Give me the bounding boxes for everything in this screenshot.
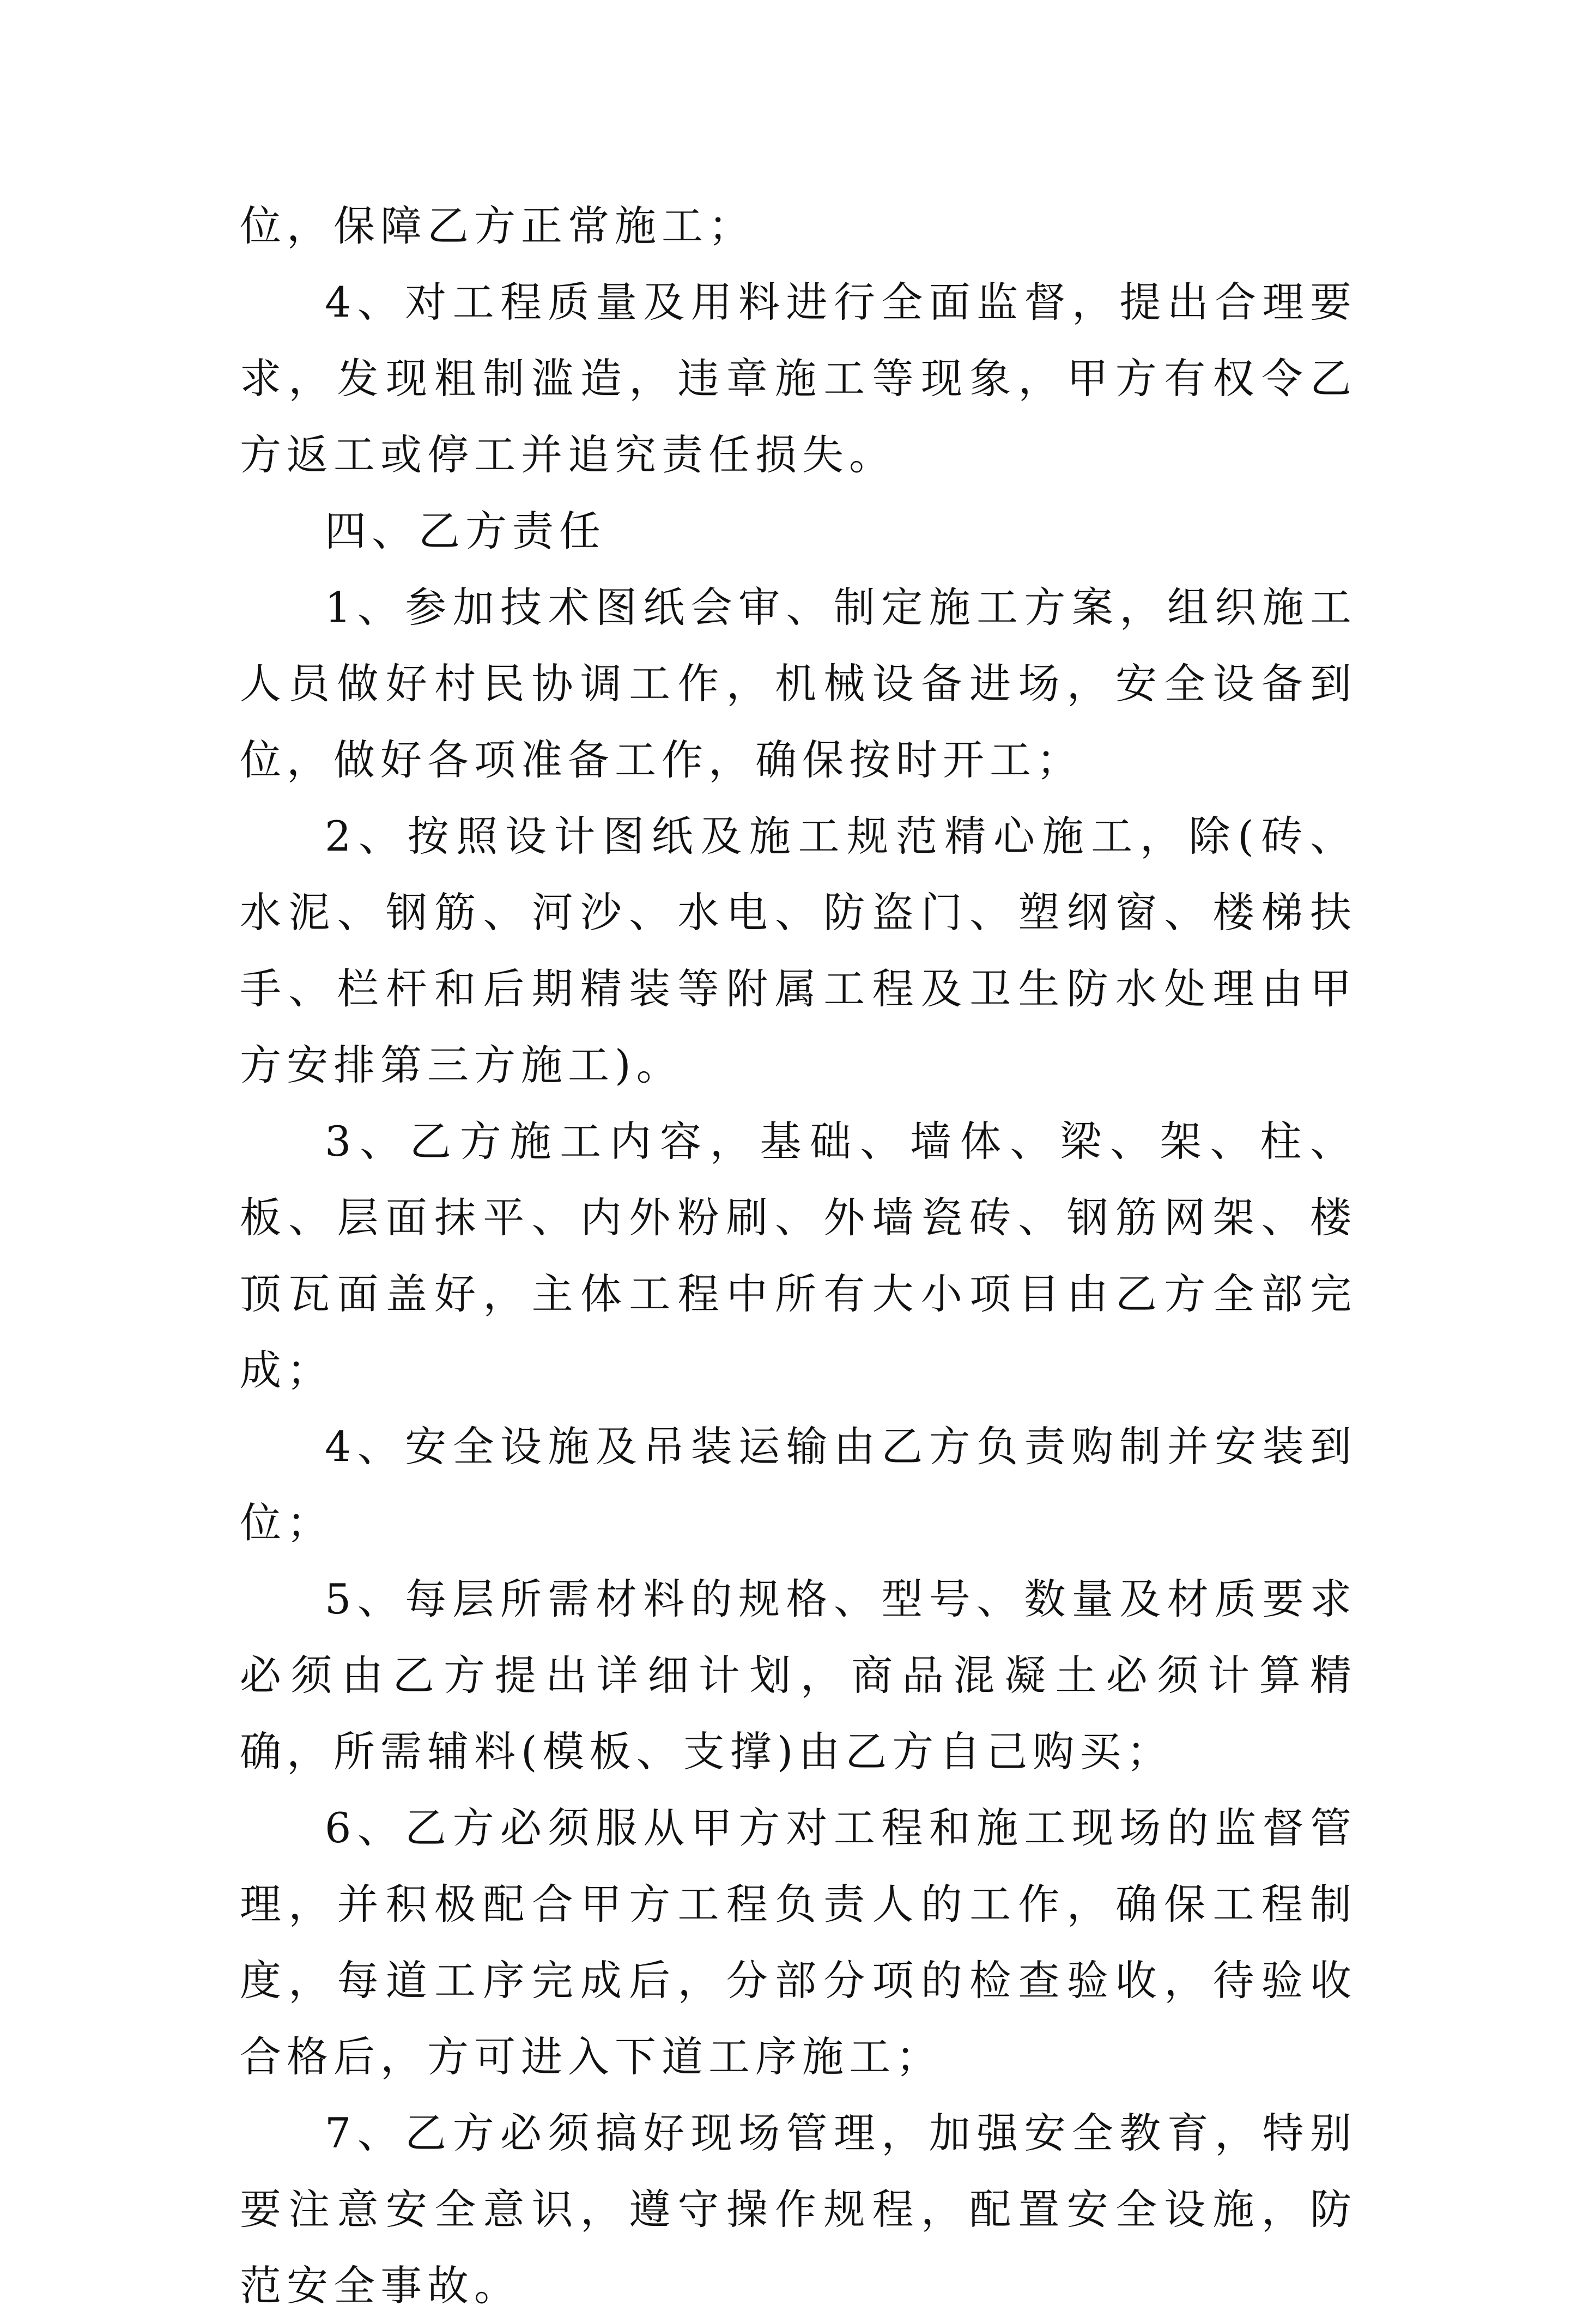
paragraph-continuation: 位，保障乙方正常施工；	[240, 202, 755, 250]
document-body	[240, 188, 1357, 2324]
paragraph-item-6: 6、乙方必须服从甲方对工程和施工现场的监督管理，并积极配合甲方工程负责人的工作，确保工程制度，每道工序完成后，分部分项的检查验收，待验收合格后，方可进入下道工序施工；	[240, 1804, 1357, 2081]
paragraph-item-4: 4、安全设施及吊装运输由乙方负责购制并安装到位；	[240, 1422, 1357, 1547]
section-heading-party-b-responsibility: 四、乙方责任	[325, 507, 606, 555]
paragraph-item-4-supervision: 4、对工程质量及用料进行全面监督，提出合理要求，发现粗制滥造，违章施工等现象，甲方有权令乙方返工或停工并追究责任损失。	[240, 278, 1357, 479]
paragraph-item-7: 7、乙方必须搞好现场管理，加强安全教育，特别要注意安全意识，遵守操作规程，配置安全设施，防范安全事故。	[240, 2109, 1357, 2310]
paragraph-item-2: 2、按照设计图纸及施工规范精心施工，除(砖、水泥、钢筋、河沙、水电、防盗门、塑纲窗、楼梯扶手、栏杆和后期精装等附属工程及卫生防水处理由甲方安排第三方施工)。	[240, 812, 1357, 1089]
paragraph-item-3: 3、乙方施工内容，基础、墙体、梁、架、柱、板、层面抹平、内外粉刷、外墙瓷砖、钢筋网架、楼顶瓦面盖好，主体工程中所有大小项目由乙方全部完成；	[240, 1117, 1357, 1394]
paragraph-item-1: 1、参加技术图纸会审、制定施工方案，组织施工人员做好村民协调工作，机械设备进场，安全设备到位，做好各项准备工作，确保按时开工；	[240, 583, 1357, 784]
paragraph-item-5: 5、每层所需材料的规格、型号、数量及材质要求必须由乙方提出详细计划，商品混凝土必须计算精确，所需辅料(模板、支撑)由乙方自己购买；	[240, 1575, 1357, 1776]
